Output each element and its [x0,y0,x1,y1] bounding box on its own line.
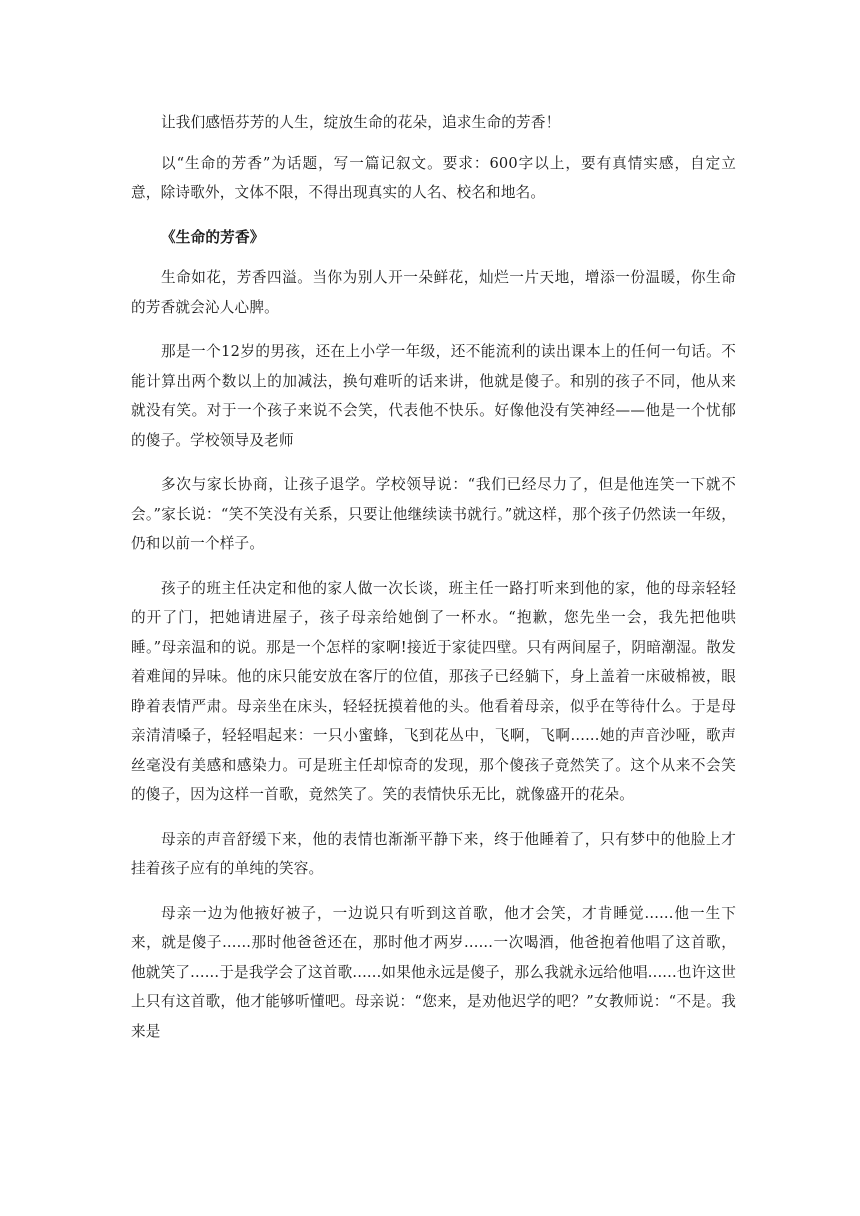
essay-paragraph-3: 多次与家长协商，让孩子退学。学校领导说：“我们已经尽力了，但是他连笑一下就不会。”家长说：“笑不笑没有关系，只要让他继续读书就行。”就这样，那个孩子仍然读一年级，仍和以前一个样子。 [131,476,736,552]
essay-paragraph-1: 生命如花，芳香四溢。当你为别人开一朵鲜花，灿烂一片天地，增添一份温暖，你生命的芳香就会沁人心脾。 [131,269,736,316]
essay-paragraph-4: 孩子的班主任决定和他的家人做一次长谈，班主任一路打听来到他的家，他的母亲轻轻的开了门，把她请进屋子，孩子母亲给她倒了一杯水。“抱歉，您先坐一会，我先把他哄睡。”母亲温和的说。那是一个怎样的家啊!接近于家徒四壁。只有两间屋子，阴暗潮湿。散发着难闻的异味。他的床只能安放在客厅的位值，那孩子已经躺下，身上盖着一床破棉被，眼睁着表情严肃。母亲坐在床头，轻轻抚摸着他的头。他看着母亲，似乎在等待什么。于是母亲清清嗓子，轻轻唱起来：一只小蜜蜂，飞到花丛中，飞啊，飞啊......她的声音沙哑，歌声丝毫没有美感和感染力。可是班主任却惊奇的发现，那个傻孩子竟然笑了。这个从来不会笑的傻子，因为这样一首歌，竟然笑了。笑的表情快乐无比，就像盛开的花朵。 [131,579,736,803]
document-page [131,108,736,1046]
essay-paragraph-6: 母亲一边为他掖好被子，一边说只有听到这首歌，他才会笑，才肯睡觉......他一生下来，就是傻子......那时他爸爸还在，那时他才两岁......一次喝酒，他爸抱着他唱了这首歌，他就笑了......于是我学会了这首歌......如果他永远是傻子，那么我就永远给他唱......也许这世上只有这首歌，他才能够听懂吧。母亲说：“您来，是劝他迟学的吧？”女教师说：“不是。我来是 [131,904,736,1040]
intro-line: 让我们感悟芬芳的人生，绽放生命的花朵，追求生命的芳香！ [161,114,561,131]
writing-prompt: 以“生命的芳香”为话题，写一篇记叙文。要求：600字以上，要有真情实感，自定立意，除诗歌外，文体不限，不得出现真实的人名、校名和地名。 [131,154,736,201]
essay-paragraph-5: 母亲的声音舒缓下来，他的表情也渐渐平静下来，终于他睡着了，只有梦中的他脸上才挂着孩子应有的单纯的笑容。 [131,830,736,877]
essay-title: 《生命的芳香》 [161,228,265,246]
essay-paragraph-2: 那是一个12岁的男孩，还在上小学一年级，还不能流利的读出课本上的任何一句话。不能计算出两个数以上的加减法，换句难听的话来讲，他就是傻子。和别的孩子不同，他从来就没有笑。对于一个孩子来说不会笑，代表他不快乐。好像他没有笑神经——他是一个忧郁的傻子。学校领导及老师 [131,343,736,449]
